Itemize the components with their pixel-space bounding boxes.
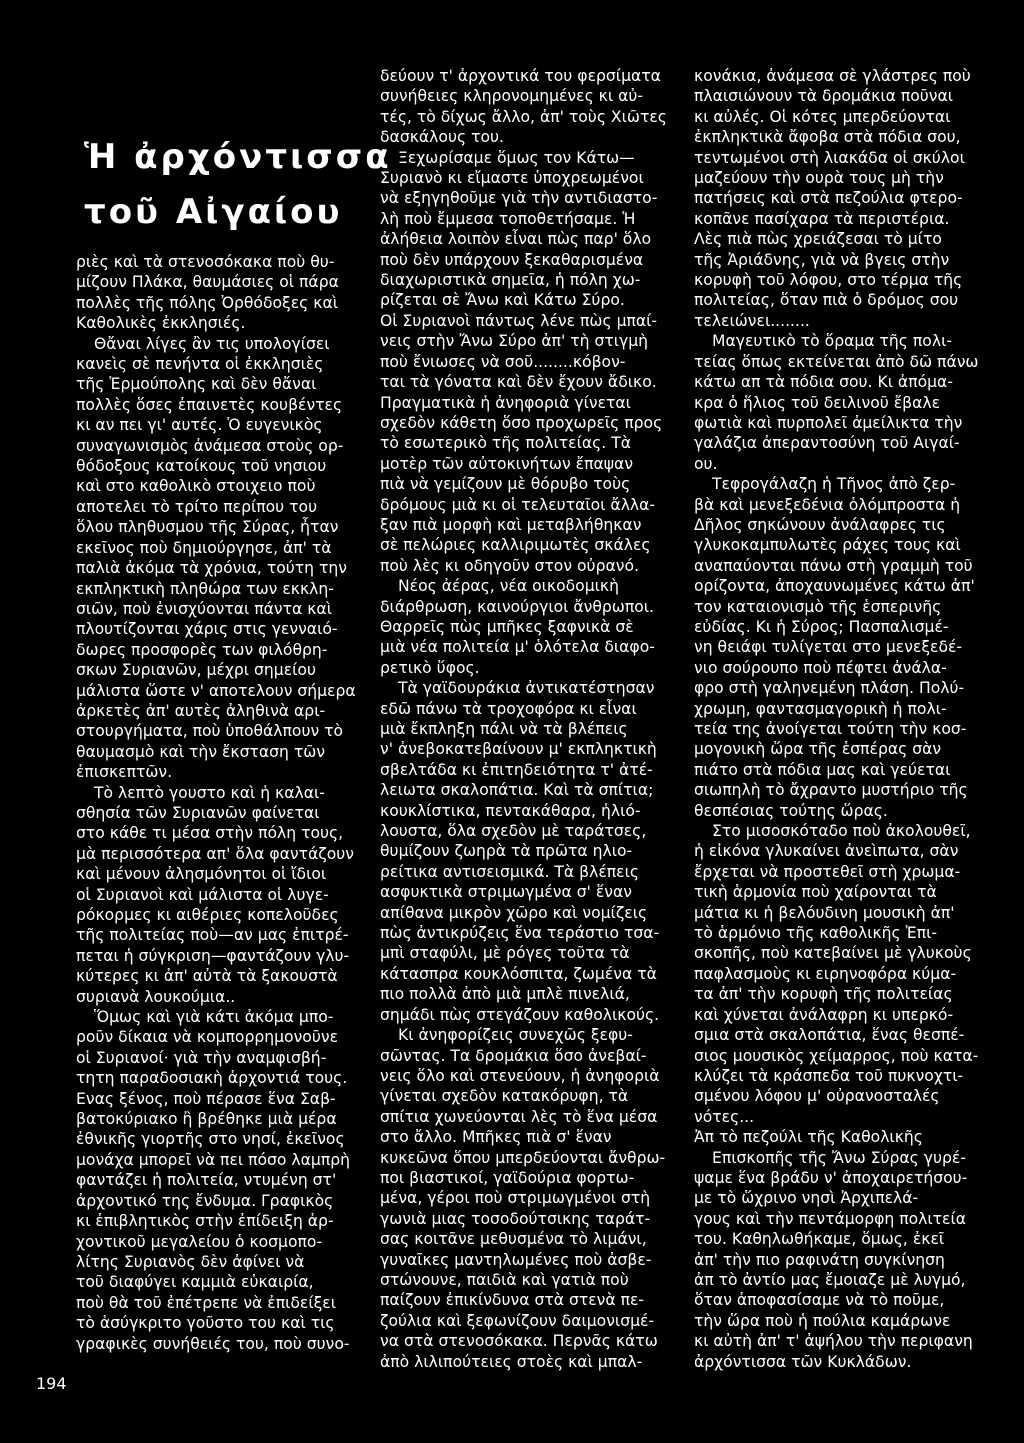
text-line: ν' ἀνεβοκατεβαίνουν μ' εκπληκτικὴ: [380, 740, 657, 759]
text-line: γυναῖκες μαντηλωμένες ποὺ ἀσβε-: [380, 1250, 652, 1269]
text-line: μαζεύουν τὴν ουρὰ τους μὴ τὴν: [694, 169, 944, 188]
text-line: Τὸ λεπτὸ γουστο καὶ ἡ καλαι-: [94, 783, 325, 802]
text-line: σιῶν, ποὺ ἐνισχύονται πάντα καὶ: [76, 599, 332, 618]
text-line: πὼς ἀντικρύζεις ἕνα τεράστιο τσα-: [380, 924, 660, 943]
text-line: λειωτα σκαλοπάτια. Καὶ τὰ σπίτια;: [380, 781, 654, 800]
text-line: ρόκορμες κι αιθέριες κοπελοῦδες: [76, 906, 339, 924]
text-line: πλαισιώνουν τὰ δρομάκια ποῦναι: [694, 87, 954, 106]
text-line: τῆς πολιτείας ποὺ—αν μας ἐπιτρέ-: [76, 926, 349, 945]
text-line: κυκεῶνα ὅπου μπερδεύονται ἄνθρω-: [380, 1148, 666, 1167]
text-line: γίνεται σχεδὸν κατακόρυφη, τὰ: [380, 1087, 629, 1106]
text-line: σας κοιτᾶνε μεθυσμένα τὸ λιμάνι,: [380, 1230, 647, 1249]
text-line: ποὺ θὰ τοῦ ἐπέτρεπε νὰ ἐπιδείξει: [76, 1293, 337, 1312]
text-line: μίζουν Πλάκα, θαυμάσιες οἱ πάρα: [76, 273, 339, 292]
text-line: κι αν πει γι' αυτές. Ὁ ευγενικὸς: [76, 416, 323, 435]
text-line: μογονικὴ ὥρα τῆς ἑσπέρας σὰν: [694, 740, 942, 759]
text-line: τείας ὅπως εκτείνεται ἀπὸ δῶ πάνω: [694, 352, 979, 371]
text-line: σημάδι πὼς στεγάζουν καθολικούς.: [380, 1005, 660, 1024]
text-line: διάρθρωση, καινούργιοι ἄνθρωποι.: [380, 597, 655, 616]
text-line: ξαν πιὰ μορφὴ καὶ μεταβλήθηκαν: [380, 515, 642, 534]
text-line: ἡ εἰκόνα γλυκαίνει ἀνεὶπωτα, σὰν: [694, 842, 959, 861]
text-line: να στὰ στενοσόκακα. Περνᾶς κάτω: [380, 1332, 658, 1351]
text-line: τα ἀπ' τὴν κορυφὴ τῆς πολιτείας: [694, 985, 953, 1004]
text-line: τές, τὸ δίχως ἄλλο, ἀπ' τοὺς Χιῶτες: [380, 107, 667, 126]
text-line: καὶ χύνεται ἀνάλαφρη κι υπερκό-: [694, 1005, 954, 1024]
text-line: σπίτια χωνεύονται λὲς τὸ ἕνα μέσα: [380, 1107, 658, 1126]
text-line: χοντικοῦ μεγαλείου ὁ κοσμοπο-: [76, 1232, 323, 1251]
text-line: ἐθνικῆς γιορτῆς στο νησί, ἐκεῖνος: [76, 1130, 345, 1149]
text-line: ασφυκτικὰ στριμωγμένα σ' ἕναν: [380, 883, 632, 902]
text-line: θεσπέσιας τούτης ὥρας.: [694, 801, 888, 820]
text-line: σμένου λόφου μ' οὐρανοσταλές: [694, 1087, 940, 1106]
text-line: σῶντας. Τα δρομάκια ὅσο ἀνεβαί-: [380, 1046, 647, 1065]
text-line: κανεὶς σὲ πενήντα οἱ ἐκκλησιὲς: [76, 355, 324, 374]
text-column-right: [694, 66, 994, 1372]
text-line: θαυμασμὸ καὶ τὴν ἔκσταση τῶν: [76, 742, 326, 761]
text-line: ἐπισκεπτῶν.: [76, 763, 173, 782]
text-line: ποὺ δὲν υπάρχουν ξεκαθαρισμένα: [380, 250, 644, 269]
text-line: πιάτο στὰ πόδια μας καὶ γεύεται: [694, 760, 951, 779]
text-line: εὐδίας. Κι ἡ Σύρος; Πασπαλισμέ-: [694, 617, 949, 636]
article-title: [84, 130, 392, 240]
text-line: σχεδὸν κάθετη ὅσο προχωρεῖς προς: [380, 413, 663, 432]
text-line: δασκάλους του.: [380, 128, 504, 147]
text-line: κορυφὴ τοῦ λόφου, στο τέρμα τῆς: [694, 271, 963, 290]
text-line: κάτασπρα κουκλόσπιτα, ζωμένα τὰ: [380, 964, 657, 983]
text-line: ἀρχοντικό της ἔνδυμα. Γραφικὸς: [76, 1191, 334, 1210]
text-line: θυμίζουν ζωηρὰ τὰ πρῶτα ηλιο-: [380, 842, 633, 861]
text-line: ροῦν δίκαια νὰ κομπορρημονοῦνε: [76, 1028, 339, 1047]
article-title-line-1: Ἡ ἀρχόντισσα: [84, 137, 392, 177]
text-line: νότες...: [694, 1107, 755, 1126]
text-line: ἀλήθεια λοιπὸν εἶναι πὼς παρ' ὅλο: [380, 230, 652, 249]
text-line: κι αὐλές. Οἱ κότες μπερδεύονται: [694, 107, 951, 126]
text-line: τῆς Ἑρμούπολης καὶ δὲν θἄναι: [76, 375, 317, 394]
text-line: Συριανὸ κι εἴμαστε ὑποχρεωμένοι: [380, 169, 644, 188]
text-line: Θαρρεῖς πὼς μπῆκες ξαφνικὰ σὲ: [380, 617, 634, 636]
text-line: βατοκύριακο ἢ βρέθηκε μιὰ μέρα: [76, 1110, 337, 1129]
text-line: γαλάζια ἀπεραντοσύνη τοῦ Αιγαί-: [694, 434, 960, 453]
text-line: πλουτίζονται χάρις στις γενναιό-: [76, 620, 338, 639]
text-line: στώνουνε, παιδιὰ καὶ γατιὰ ποὺ: [380, 1270, 629, 1289]
text-line: σθησία τῶν Συριανῶν φαίνεται: [76, 803, 320, 822]
text-line: Νέος ἀέρας, νέα οικοδομικὴ: [398, 577, 619, 596]
text-line: ορίζοντα, ἀποχαυνωμένες κάτω ἀπ': [694, 577, 975, 596]
text-line: Επισκοπῆς τῆς Ἄνω Σύρας γυρέ-: [712, 1148, 966, 1167]
text-line: εκπληκτικὴ πληθώρα των εκκλη-: [76, 579, 334, 598]
text-line: κρα ὁ ἥλιος τοῦ δειλινοῦ ἔβαλε: [694, 393, 941, 412]
text-line: τικὴ ἁρμονία ποὺ χαίρονται τὰ: [694, 883, 937, 902]
text-line: δρόμους μιὰ κι οἱ τελευταῖοι ἄλλα-: [380, 495, 656, 514]
text-line: ὅλου πληθυσμου τῆς Σύρας, ἦταν: [76, 518, 339, 537]
text-line: χρωμη, φαντασμαγορικὴ ἡ πολι-: [694, 699, 947, 718]
text-line: κι αὐτὴ ἀπ' τ' ἀψήλου τὴν περιφανη: [694, 1332, 973, 1351]
text-line: Θἄναι λίγες ἂν τις υπολογίσει: [94, 334, 330, 353]
text-line: πιο πολλὰ ἀπὸ μιὰ μπλὲ πινελιά,: [380, 985, 630, 1004]
text-line: δωρες προσφορὲς των φιλόθρη-: [76, 640, 328, 659]
text-line: μένα, γέροι ποὺ στριμωγμένοι στὴ: [380, 1189, 651, 1208]
text-line: τεντωμένοι στὴ λιακάδα οἱ σκύλοι: [694, 148, 965, 167]
text-line: ρείτικα αντισεισμικά. Τὰ βλέπεις: [380, 862, 640, 881]
text-line: του. Καθηλωθήκαμε, ὅμως, ἐκεῖ: [694, 1230, 945, 1249]
text-line: στο κάθε τι μέσα στὴν πόλη τους,: [76, 824, 344, 843]
text-line: κάτω απ τὰ πόδια σου. Κι ἀπόμα-: [694, 373, 953, 392]
text-line: μπὶ σταφύλι, μὲ ρόγες τοῦτα τὰ: [380, 944, 630, 963]
text-line: ἐκπληκτικὰ ἄφοβα στὰ πόδια σου,: [694, 128, 961, 147]
text-line: κλύζει τὰ κράσπεδα τοῦ πυκνοχτι-: [694, 1066, 964, 1085]
text-line: Τὰ γαϊδουράκια ἀντικατέστησαν: [398, 679, 655, 698]
text-line: ριὲς καὶ τὰ στενοσόκακα ποὺ θυ-: [76, 253, 335, 271]
text-line: Ξεχωρίσαμε ὅμως τον Κάτω—: [398, 148, 635, 167]
text-line: Οἱ Συριανοὶ πάντως λένε πὼς μπαί-: [380, 311, 658, 330]
text-line: φαντάζει ἡ πολιτεία, ντυμένη στ': [76, 1171, 337, 1190]
text-line: τὸ εσωτερικὸ τῆς πολιτείας. Τὰ: [380, 434, 631, 453]
text-line: λουστα, ὅλα σχεδὸν μὲ ταράτσες,: [380, 822, 647, 841]
text-line: παφλασμοὺς κι ειρηνοφόρα κύμα-: [694, 964, 957, 983]
text-line: κονάκια, ἀνάμεσα σὲ γλάστρες ποὺ: [694, 67, 971, 85]
text-line: Καθολικὲς ἐκκλησιές.: [76, 314, 246, 333]
text-line: φρο στὴ γαληνεμένη πλάση. Πολύ-: [694, 679, 965, 698]
text-line: συριανὰ λουκούμια..: [76, 987, 236, 1006]
text-line: Στο μισοσκόταδο ποὺ ἀκολουθεῖ,: [712, 822, 971, 841]
text-line: γλυκοκαμπυλωτὲς ράχες τους καὶ: [694, 536, 961, 555]
text-line: Ἀπ τὸ πεζούλι τῆς Καθολικῆς: [694, 1128, 923, 1147]
text-line: αποτελει τὸ τρίτο περίπου του: [76, 497, 318, 516]
text-line: μάτια κι ἡ βελόυδινη μουσικὴ ἀπ': [694, 903, 955, 922]
text-line: νιο σούρουπο ποὺ πέφτει ἀνάλα-: [694, 658, 947, 677]
text-line: τὴν ὥρα ποὺ ἡ πούλια καμάρωνε: [694, 1311, 951, 1330]
text-line: ψαμε ἕνα βράδυ ν' ἀποχαιρετήσου-: [694, 1168, 968, 1187]
text-line: ὅταν ἀποφασίσαμε νὰ τὸ ποῦμε,: [694, 1291, 945, 1310]
text-line: ἀπ τὸ ἀντίο μας ἔμοιαζε μὲ λυγμό,: [694, 1270, 966, 1289]
text-line: μονάχα μπορεῖ νὰ πει πόσο λαμπρὴ: [76, 1150, 351, 1169]
text-line: πολλὲς τῆς πόλης Ὀρθόδοξες καὶ: [76, 293, 339, 312]
text-line: μιὰ ἔκπληξη πάλι νὰ τὰ βλέπεις: [380, 720, 628, 738]
text-line: Τεφρογάλαζη ἡ Τῆνος ἀπὸ ζερ-: [712, 475, 956, 494]
text-line: γραφικὲς συνήθειές του, ποὺ συνο-: [76, 1334, 350, 1353]
text-line: διαχωριστικὰ σημεῖα, ἡ πόλη χω-: [380, 271, 641, 290]
text-line: με τὸ ὥχρινο νησὶ Ἀρχιπελά-: [694, 1189, 919, 1208]
text-line: μοτὲρ τῶν αὐτοκινήτων ἔπαψαν: [380, 454, 634, 473]
article-title-line-2: τοῦ Αἰγαίου: [84, 192, 343, 232]
text-line: ἀπὸ λιλιπούτειες στοὲς καὶ μπαλ-: [380, 1352, 643, 1371]
text-line: ρετικὸ ὕφος.: [380, 658, 480, 677]
text-line: πολιτείας, ὅταν πιὰ ὁ δρόμος σου: [694, 291, 959, 310]
text-line: γους καὶ τὴν πεντάμορφη πολιτεία: [694, 1209, 967, 1228]
text-line: κοπᾶνε πασίχαρα τὰ περιστέρια.: [694, 209, 950, 228]
text-line: ποὺ λὲς κι οδηγοῦν στον οὐρανό.: [380, 556, 639, 575]
text-line: ποι βιαστικοί, γαϊδούρια φορτω-: [380, 1168, 635, 1187]
text-line: βὰ καὶ μενεξεδένια ὁλόμπροστα ἡ: [694, 495, 961, 514]
text-line: νεις ὅλο καὶ στενεύουν, ἡ ἀνηφοριὰ: [380, 1066, 660, 1085]
text-line: πιὰ νὰ γεμίζουν μὲ θόρυβο τοὺς: [380, 475, 631, 494]
text-line: σιωπηλὴ τὸ ἄχραντο μυστήριο τῆς: [694, 781, 968, 800]
text-line: ζούλια καὶ ξεφωνίζουν δαιμονισμέ-: [380, 1311, 655, 1330]
text-line: καὶ μένουν ἀλησμόνητοι οἱ ἴδιοι: [76, 865, 327, 884]
text-line: εδῶ πάνω τὰ τροχοφόρα κι εἶναι: [380, 699, 637, 718]
text-line: συνήθειες κληρονομημένες κι αὐ-: [380, 87, 644, 106]
text-line: παλιὰ ἀκόμα τὰ χρόνια, τούτη την: [76, 559, 347, 578]
text-line: τὸ ἁρμόνιο τῆς καθολικῆς Ἐπι-: [694, 924, 938, 943]
text-line: καὶ στο καθολικὸ στοιχειο ποὺ: [76, 477, 316, 496]
text-line: κι ἐπιβλητικὸς στὴν ἐπίδειξη ἀρ-: [76, 1212, 334, 1231]
text-line: αναπαύονται πάνω στὴ γραμμὴ τοῦ: [694, 556, 973, 575]
text-line: τητη παραδοσιακὴ ἀρχοντιά τους.: [76, 1069, 348, 1088]
text-line: συναγωνισμὸς ἀνάμεσα στοὺς ορ-: [76, 436, 344, 455]
text-line: τεία της ἀνοίγεται τούτη τὴν κοσ-: [694, 720, 967, 738]
text-line: ἀπ' τὴν πιο ραφινάτη συγκίνηση: [694, 1250, 945, 1269]
text-line: Πραγματικὰ ἡ ἀνηφοριὰ γίνεται: [380, 393, 631, 412]
text-line: ἀρκετὲς ἀπ' αυτὲς ἀληθινὰ αρι-: [76, 701, 326, 720]
text-line: ρίζεται σὲ Ἄνω καὶ Κάτω Σύρο.: [380, 291, 625, 310]
text-line: τοῦ διαφύγει καμμιὰ εὐκαιρία,: [76, 1273, 314, 1292]
text-line: εκεῖνος ποὺ δημιούργησε, ἀπ' τὰ: [76, 538, 332, 557]
text-line: σὲ πελώριες καλλιριμωτὲς σκάλες: [380, 536, 651, 555]
text-line: σμια στὰ σκαλοπάτια, ἕνας θεσπέ-: [694, 1026, 965, 1045]
text-line: νη θειάφι τυλίγεται στο μενεξεδέ-: [694, 638, 963, 657]
text-line: κύτερες κι ἀπ' αὐτὰ τὰ ξακουστὰ: [76, 967, 338, 986]
text-line: λίτης Συριανὸς δὲν ἀφίνει νὰ: [76, 1252, 305, 1271]
text-line: ἔρχεται νὰ προστεθεῖ στὴ χρωμα-: [694, 862, 961, 881]
text-line: φωτιὰ καὶ πυρπολεῖ ἀμείλικτα τὴν: [694, 413, 963, 432]
text-line: Ενας ξένος, ποὺ πέρασε ἕνα Σαβ-: [76, 1089, 336, 1108]
text-column-middle: [380, 66, 676, 1372]
text-line: Κι ἀνηφορίζεις συνεχῶς ξεφυ-: [398, 1026, 633, 1045]
text-line: πατήσεις καὶ στὰ πεζούλια φτερο-: [694, 189, 963, 208]
text-line: σκοπῆς, ποὺ κατεβαίνει μὲ γλυκοὺς: [694, 944, 972, 963]
text-line: οἱ Συριανοὶ καὶ μάλιστα οἱ λυγε-: [76, 885, 329, 904]
text-line: μὰ περισσότερα απ' ὅλα φαντάζουν: [76, 844, 355, 863]
text-line: σβελτάδα κι ἐπιτηδειότητα τ' ἀτέ-: [380, 760, 653, 779]
text-line: ου.: [694, 454, 718, 473]
text-line: ἀρχόντισσα τῶν Κυκλάδων.: [694, 1352, 912, 1371]
text-line: δεύουν τ' ἀρχοντικά του φερσίματα: [380, 67, 661, 85]
text-line: Μαγευτικὸ τὸ ὅραμα τῆς πολι-: [712, 332, 952, 351]
text-line: νὰ εξηγηθοῦμε γιὰ τὴν αντιδιαστο-: [380, 189, 658, 208]
text-column-left: [76, 252, 360, 1354]
text-line: Ὅμως καὶ γιὰ κάτι ἀκόμα μπο-: [94, 1008, 334, 1027]
text-line: μάλιστα ὥστε ν' αποτελουν σήμερα: [76, 681, 356, 700]
text-line: γωνιὰ μιας τοσοδούτσικης ταράτ-: [380, 1209, 651, 1228]
text-line: οἱ Συριανοί· γιὰ τὴν αναμφισβή-: [76, 1048, 327, 1067]
text-line: στουργήματα, ποὺ ὑποθάλπουν τὸ: [76, 722, 344, 741]
text-line: λὴ ποὺ ἔμμεσα τοποθετήσαμε. Ἡ: [380, 209, 636, 228]
text-line: νεις στὴν Ἄνω Σύρο ἀπ' τὴ στιγμὴ: [380, 332, 649, 351]
text-line: μιὰ νέα πολιτεία μ' ὁλότελα διαφο-: [380, 638, 655, 657]
text-line: παίζουν ἐπικίνδυνα στὰ στενὰ πε-: [380, 1291, 645, 1310]
text-line: τελειώνει........: [694, 311, 810, 330]
text-line: σκων Συριανῶν, μέχρι σημείου: [76, 661, 316, 680]
page-number: 194: [36, 1374, 67, 1393]
text-line: τῆς Ἀριάδνης, γιὰ νὰ βγεις στὴν: [694, 250, 950, 269]
text-line: απίθανα μικρὸν χῶρο καὶ νομίζεις: [380, 903, 648, 922]
text-line: πεται ἡ σύγκριση—φαντάζουν γλυ-: [76, 946, 350, 965]
text-line: πολλὲς ὅσες ἐπαινετὲς κουβέντες: [76, 395, 343, 414]
text-line: σιος μουσικὸς χείμαρρος, ποὺ κατα-: [694, 1046, 979, 1065]
text-line: ποὺ ἔνιωσες νὰ σοῦ........κόβον-: [380, 352, 626, 371]
text-line: ται τὰ γόνατα καὶ δὲν ἔχουν ἄδικο.: [380, 373, 657, 392]
text-line: τὸ ἀσύγκριτο γοῦστο του καὶ τις: [76, 1314, 335, 1333]
text-line: τον καταιονισμὸ τῆς ἑσπερινῆς: [694, 597, 942, 616]
text-line: Δῆλος σηκώνουν ἀνάλαφρες τις: [694, 515, 946, 534]
text-line: Λὲς πιὰ πὼς χρειάζεσαι τὸ μίτο: [694, 230, 942, 249]
text-line: θόδοξους κατοίκους τοῦ νησιου: [76, 457, 327, 476]
text-line: κουκλίστικα, πεντακάθαρα, ἡλιό-: [380, 801, 641, 820]
text-line: στο ἄλλο. Μπῆκες πιὰ σ' ἕναν: [380, 1128, 612, 1147]
